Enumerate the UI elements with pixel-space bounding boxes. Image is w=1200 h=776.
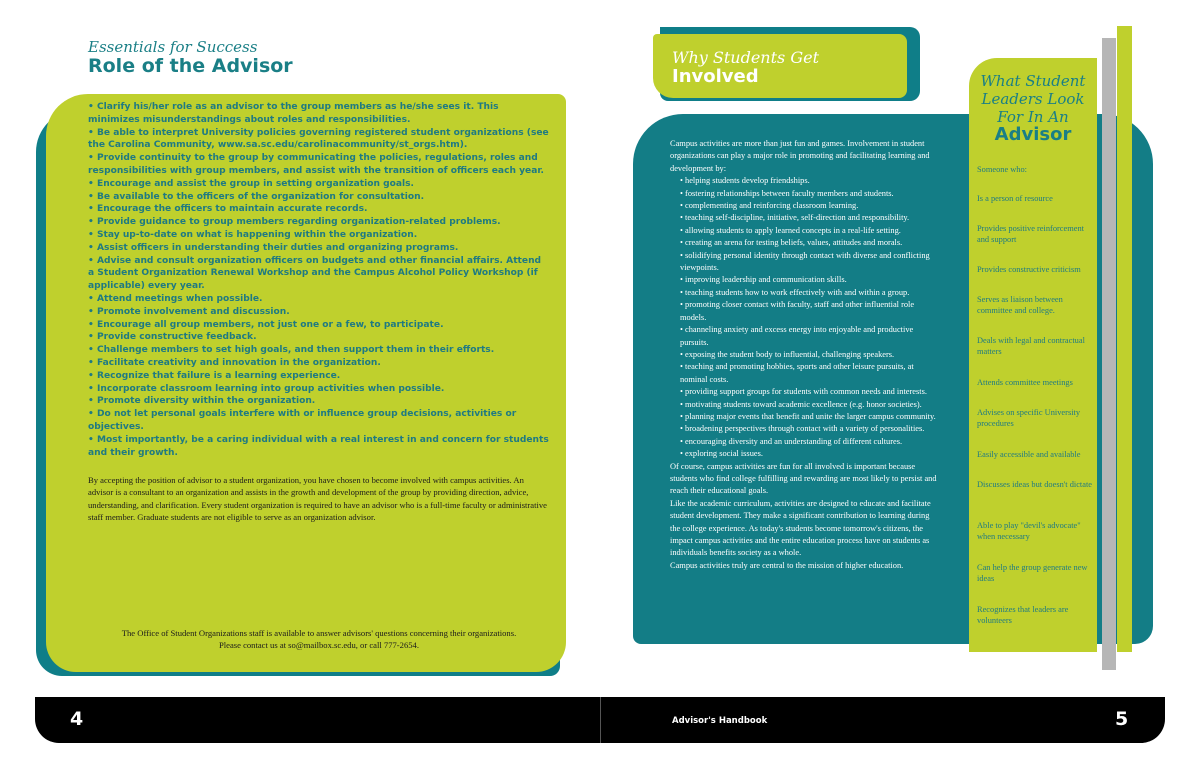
list-item: • fostering relationships between faculty members and students. [680,188,894,198]
advisor-paragraph: By accepting the position of advisor to a student organization, you have chosen to become involved with campus activities. An advisor is a consultant to an organization and assists in the growth and development of the group by providing direction, advice, understanding, and clarification. Every student organization is required to have an advisor who is a full-time faculty or administrative staff member. Graduate students are not eligible to serve as an organization advisor. [88,475,547,522]
list-item: • Challenge members to set high goals, and then support them in their efforts. [88,345,495,356]
list-item: • broadening perspectives through contact with a variety of personalities. [680,424,925,434]
list-item: • teaching self-discipline, initiative, self-direction and responsibility. [680,213,910,223]
list-item: • Encourage the officers to maintain accurate records. [88,204,368,215]
list-item: Serves as liaison between committee and college. [977,295,1063,315]
list-item: • Attend meetings when possible. [88,293,263,304]
list-item: • Do not let personal goals interfere with or influence group decisions, activities or objectives. [88,409,517,432]
list-item: Provides positive reinforcement and support [977,224,1084,244]
right-page-title: Involved [672,66,759,87]
list-item: • helping students develop friendships. [680,176,810,186]
closing-paragraph: Like the academic curriculum, activities are designed to educate and facilitate student development. They make a significant contribution to learning during the college experience. As today's students become tomorrow's citizens, the impact campus activities and the entire education process have on students as individuals benefits society as a whole. [670,498,931,558]
office-contact-line: Please contact us at so@mailbox.sc.edu, or call 777-2654. [218,640,420,651]
list-item: • Most importantly, be a caring individual with a real interest in and concern for students and their growth. [88,434,549,458]
list-item: • exposing the student body to influential, challenging speakers. [680,349,895,359]
list-item: Someone who: [977,165,1028,174]
list-item: Provides constructive criticism [977,265,1081,274]
list-item: • Be available to the officers of the organization for consultation. [88,191,425,202]
left-page-title: Role of the Advisor [88,55,293,77]
list-item: • Provide guidance to group members regarding organization-related problems. [88,217,501,228]
closing-paragraph: Of course, campus activities are fun for all involved is important because students who find college fulfilling and rewarding are most likely to persist and reach their educational goals. [670,461,937,496]
list-item: • creating an arena for testing beliefs, values, attitudes and morals. [680,238,903,248]
list-item: • encouraging diversity and an understanding of different cultures. [680,436,903,446]
list-item: Discusses ideas but doesn't dictate [977,480,1093,489]
advisor-role-list [88,101,550,459]
sidebar-title-bold: Advisor [994,124,1072,145]
list-item: • Assist officers in understanding their duties and organizing programs. [88,242,459,253]
list-item: • complementing and reinforcing classroom learning. [680,201,859,211]
list-item: • Encourage all group members, not just one or a few, to participate. [88,319,444,330]
list-item: • Clarify his/her role as an advisor to the group members as he/she sees it. This minimizes misunderstandings about roles and responsibilities. [88,102,499,125]
list-item: Attends committee meetings [977,378,1073,387]
page-number-left: 4 [70,708,84,730]
list-item: • Recognize that failure is a learning experience. [88,370,341,381]
list-item: • allowing students to apply learned concepts in a real-life setting. [680,225,901,235]
sidebar-gray-strip [1102,38,1116,670]
list-item: • teaching and promoting hobbies, sports and other leisure pursuits, at nominal costs. [680,362,914,384]
office-contact [88,627,550,652]
footer-title: Advisor's Handbook [672,716,768,726]
sidebar-lime-strip [1117,26,1132,652]
involvement-text [670,138,938,572]
page-number-right: 5 [1115,708,1129,730]
list-item: • channeling anxiety and excess energy into enjoyable and productive pursuits. [680,325,914,347]
list-item: • promoting closer contact with faculty, staff and other influential role models. [680,300,915,322]
list-item: • improving leadership and communication skills. [680,275,847,285]
list-item: Easily accessible and available [977,450,1081,459]
list-item: • Facilitate creativity and innovation in the organization. [88,357,381,368]
list-item: • exploring social issues. [680,449,763,459]
list-item: • Advise and consult organization officers on budgets and other financial affairs. Attend a Student Organization Renewal Workshop and the Campus Alcohol Policy Workshop (if applicable) every year. [88,255,542,292]
list-item: • Incorporate classroom learning into group activities when possible. [88,383,445,394]
list-item: Can help the group generate new ideas [977,563,1088,583]
list-item: • planning major events that benefit and unite the larger campus community. [680,411,936,421]
list-item: Able to play "devil's advocate" when necessary [977,521,1081,541]
list-item: • Be able to interpret University policies governing registered student organizations (see the Carolina Community, www.sa.sc.edu/carolinacommunity/st_orgs.htm). [88,127,549,151]
list-item: Is a person of resource [977,194,1053,203]
list-item: Recognizes that leaders are volunteers [977,605,1069,625]
list-item: • providing support groups for students with common needs and interests. [680,387,927,397]
list-item: Advises on specific University procedures [977,408,1081,428]
list-item: • Promote involvement and discussion. [88,306,290,317]
list-item: • motivating students toward academic excellence (e.g. honor societies). [680,399,922,409]
list-item: • Provide continuity to the group by communicating the policies, regulations, roles and responsibilities with group members, and assist with the transition of officers each year. [88,153,544,176]
intro-paragraph: Campus activities are more than just fun and games. Involvement in student organizations can play a major role in promoting and facilitating learning and development by: [670,139,930,173]
office-contact-line: The Office of Student Organizations staff is available to answer advisors' questions concerning their organizations. [121,628,517,638]
footer-left [35,697,600,743]
list-item: • teaching students how to work effectively with and within a group. [680,287,910,297]
list-item: Deals with legal and contractual matters [977,336,1085,356]
left-page-kicker: Essentials for Success [88,38,258,56]
list-item: • Provide constructive feedback. [88,332,257,343]
footer-divider [600,697,601,743]
right-page-kicker: Why Students Get [672,48,819,67]
list-item: • Promote diversity within the organization. [88,396,316,407]
list-item: • Encourage and assist the group in setting organization goals. [88,178,415,189]
list-item: • Stay up-to-date on what is happening within the organization. [88,229,418,240]
sidebar-title: What Student Leaders Look For In An [980,72,1086,126]
list-item: • solidifying personal identity through contact with diverse and conflicting viewpoints. [680,250,930,273]
closing-paragraph: Campus activities truly are central to the mission of higher education. [670,560,904,570]
